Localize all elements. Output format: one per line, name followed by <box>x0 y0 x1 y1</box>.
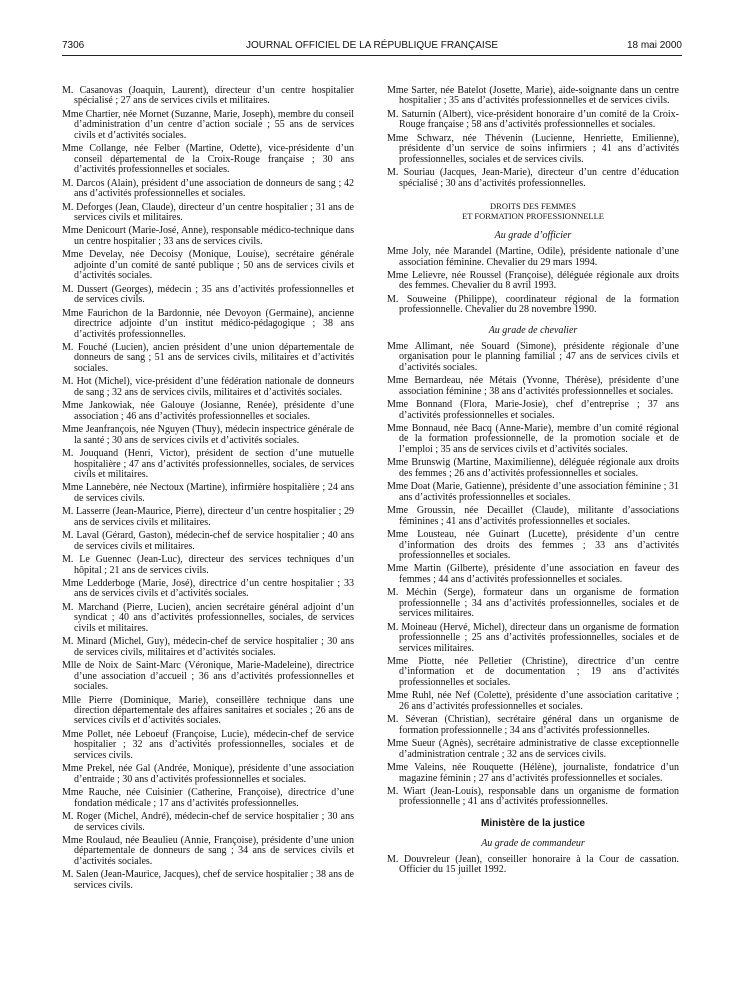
entry: M. Le Guennec (Jean-Luc), directeur des services techniques d’un hôpital ; 21 ans de services civils. <box>62 554 354 576</box>
entry: M. Darcos (Alain), président d’une association de donneurs de sang ; 42 ans d’activités professionnelles et sociales. <box>62 177 354 200</box>
entry: Mme Bonnand (Flora, Marie-Josie), chef d’entreprise ; 37 ans d’activités professionnelles et sociales. <box>387 399 679 421</box>
entry: Mme Doat (Marie, Gatienne), présidente d’une association féminine ; 31 ans d’activités professionnelles et sociales. <box>387 481 679 503</box>
entry: M. Hot (Michel), vice-président d’une fédération nationale de donneurs de sang ; 32 ans de services civils, militaires et d’activités sociales. <box>62 376 354 398</box>
entry: Mme Groussin, née Decaillet (Claude), militante d’associations féminines ; 41 ans d’activités professionnelles et sociales. <box>387 505 679 527</box>
entry: Mlle Pierre (Dominique, Marie), conseillère technique dans une direction départementale des affaires sanitaires et sociales ; 26 ans de services civils et d’activités sociales. <box>62 694 354 727</box>
entry: M. Casanovas (Joaquin, Laurent), directeur d’un centre hospitalier spécialisé ; 27 ans de services civils et militaires. <box>62 85 354 107</box>
entry: Mme Faurichon de la Bardonnie, née Devoyon (Germaine), ancienne directrice adjointe d’un institut médico-pédagogique ; 38 ans d’activités professionnelles. <box>62 307 354 340</box>
entry: Mme Martin (Gilberte), présidente d’une association en faveur des femmes ; 44 ans d’activités professionnelles et sociales. <box>387 563 679 585</box>
entry: Mme Lousteau, née Guinart (Lucette), présidente d’un centre d’information des droits des femmes ; 33 ans d’activités professionnelles et sociales. <box>387 529 679 561</box>
entry: M. Douvreleur (Jean), conseiller honoraire à la Cour de cassation. Officier du 15 juillet 1992. <box>387 853 679 876</box>
entry: Mme Rauche, née Cuisinier (Catherine, Françoise), directrice d’une fondation médicale ; 17 ans d’activités professionnelles. <box>62 787 354 809</box>
entry: Mme Piotte, née Pelletier (Christine), directrice d’un centre d’information et de documentation ; 19 ans d’activités professionnelles et sociales. <box>387 656 679 688</box>
entry: Mme Collange, née Felber (Martine, Odette), vice-présidente d’un conseil départemental de la Croix-Rouge française ; 30 ans d’activités professionnelles et sociales. <box>62 143 354 176</box>
entry: M. Marchand (Pierre, Lucien), ancien secrétaire général adjoint d’un syndicat ; 40 ans d’activités professionnelles, sociales, de services civils et militaires. <box>62 601 354 634</box>
section-title <box>387 201 679 221</box>
ministry-heading: Ministère de la justice <box>481 817 585 829</box>
entry: Mme Lelievre, née Roussel (Françoise), déléguée régionale aux droits des femmes. Chevalier du 8 avril 1993. <box>387 269 679 292</box>
page-header <box>62 40 682 54</box>
entry: M. Souriau (Jacques, Jean-Marie), directeur d’un centre d’éducation spécialisé ; 30 ans d’activités professionnelles. <box>387 167 679 189</box>
entry: Mme Roulaud, née Beaulieu (Annie, Françoise), présidente d’une union départementale de donneurs de sang ; 34 ans de services civils et d’activités sociales. <box>62 835 354 867</box>
entry: Mme Valeins, née Rouquette (Hélène), journaliste, fondatrice d’un magazine féminin ; 27 ans d’activités professionnelles et sociales. <box>387 762 679 784</box>
entry: Mme Bonnaud, née Bacq (Anne-Marie), membre d’un comité régional de la formation professionnelle, de la promotion sociale et de l’emploi ; 35 ans de services civils et d’activités sociales. <box>387 422 679 455</box>
entry: M. Moineau (Hervé, Michel), directeur dans un organisme de formation professionnelle ; 25 ans d’activités professionnelles, sociales et de services militaires. <box>387 621 679 654</box>
entry: M. Souweine (Philippe), coordinateur régional de la formation professionnelle. Chevalier du 28 novembre 1990. <box>387 293 679 316</box>
entry: M. Dussert (Georges), médecin ; 35 ans d’activités professionnelles et de services civils. <box>62 283 354 306</box>
entry: M. Laval (Gérard, Gaston), médecin-chef de service hospitalier ; 40 ans de services civils et militaires. <box>62 530 354 552</box>
entry: Mme Jeanfrançois, née Nguyen (Thuy), médecin inspectrice générale de la santé ; 30 ans de services civils et d’activités sociales. <box>62 424 354 446</box>
entry: M. Jouquand (Henri, Victor), président de section d’une mutuelle hospitalière ; 47 ans d’activités professionnelles, sociales, de services civils et militaires. <box>62 448 354 480</box>
entry: Mme Brunswig (Martine, Maximilienne), déléguée régionale aux droits des femmes ; 26 ans d’activités professionnelles et sociales. <box>387 457 679 479</box>
entry: Mme Sarter, née Batelot (Josette, Marie), aide-soignante dans un centre hospitalier ; 35 ans d’activités professionnelles et de services civils. <box>387 85 679 107</box>
chevalier-entries <box>387 342 679 808</box>
officier-entries <box>387 247 679 316</box>
entry: Mme Ruhl, née Nef (Colette), présidente d’une association caritative ; 26 ans d’activités professionnelles et sociales. <box>387 690 679 712</box>
grade-chevalier-heading: Au grade de chevalier <box>488 324 578 336</box>
entry: M. Lasserre (Jean-Maurice, Pierre), directeur d’un centre hospitalier ; 29 ans de services civils et militaires. <box>62 506 354 528</box>
grade-commandeur-heading: Au grade de commandeur <box>481 837 585 849</box>
entry: Mme Develay, née Decoisy (Monique, Louise), secrétaire générale adjointe d’un comité de santé publique ; 50 ans de services civils et d’activités sociales. <box>62 249 354 282</box>
section-title-line1: DROITS DES FEMMES <box>490 201 576 212</box>
right-column <box>387 86 679 879</box>
page-number: 7306 <box>62 40 85 51</box>
grade-officier-heading: Au grade d’officier <box>494 230 572 242</box>
entry: Mme Joly, née Marandel (Martine, Odile), présidente nationale d’une association féminine. Chevalier du 29 mars 1994. <box>387 246 679 268</box>
entry: Mme Denicourt (Marie-José, Anne), responsable médico-technique dans un centre hospitalier ; 33 ans de services civils. <box>62 225 354 247</box>
entry: Mme Prekel, née Gal (Andrée, Monique), présidente d’une association d’entraide ; 30 ans d’activités professionnelles et sociales. <box>62 763 354 785</box>
entry: Mme Pollet, née Leboeuf (Françoise, Lucie), médecin-chef de service hospitalier ; 32 ans d’activités professionnelles, sociales et de services civils. <box>62 728 354 761</box>
entry: Mme Bernardeau, née Métais (Yvonne, Thérèse), présidente d’une association féminine ; 38 ans d’activités professionnelles et sociales. <box>387 375 679 397</box>
entry: Mme Allimant, née Souard (Simone), présidente régionale d’une organisation pour le planning familial ; 47 ans de services civils et d’activités sociales. <box>387 340 679 373</box>
entry: M. Saturnin (Albert), vice-président honoraire d’un comité de la Croix-Rouge française ; 58 ans d’activités professionnelles et sociales. <box>387 108 679 131</box>
left-column <box>62 86 354 894</box>
commandeur-entries <box>387 855 679 876</box>
entry: Mme Ledderboge (Marie, José), directrice d’un centre hospitalier ; 33 ans de services civils et d’activités sociales. <box>62 578 354 600</box>
entry: M. Séveran (Christian), secrétaire général dans un organisme de formation professionnelle ; 34 ans d’activités professionnelles. <box>387 714 679 736</box>
header-rule <box>62 55 682 56</box>
issue-date: 18 mai 2000 <box>626 40 682 51</box>
entry: Mlle de Noix de Saint-Marc (Véronique, Marie-Madeleine), directrice d’une association d’accueil ; 36 ans d’activités professionnelles et sociales. <box>62 660 354 693</box>
right-top-entries <box>387 86 679 189</box>
entry: M. Roger (Michel, André), médecin-chef de service hospitalier ; 30 ans de services civils. <box>62 811 354 833</box>
entry: M. Deforges (Jean, Claude), directeur d’un centre hospitalier ; 31 ans de services civils et militaires. <box>62 201 354 223</box>
entry: Mme Jankowiak, née Galouye (Josianne, Renée), présidente d’une association ; 46 ans d’activités professionnelles et sociales. <box>62 400 354 422</box>
entry: M. Wiart (Jean-Louis), responsable dans un organisme de formation professionnelle ; 41 ans d’activités professionnelles. <box>387 786 679 808</box>
entry: Mme Lannebère, née Nectoux (Martine), infirmière hospitalière ; 24 ans de services civils. <box>62 482 354 504</box>
entry: Mme Sueur (Agnès), secrétaire administrative de classe exceptionnelle d’administration centrale ; 32 ans de services civils. <box>387 738 679 760</box>
section-title-line2: ET FORMATION PROFESSIONNELLE <box>462 211 604 222</box>
entry: Mme Schwarz, née Thévenin (Lucienne, Henriette, Emilienne), présidente d’un service de soins infirmiers ; 41 ans d’activités professionnelles, sociales et de services civils. <box>387 132 679 165</box>
entry: M. Fouché (Lucien), ancien président d’une union départementale de donneurs de sang ; 51 ans de services civils, militaires et d’activités sociales. <box>62 341 354 374</box>
entry: M. Minard (Michel, Guy), médecin-chef de service hospitalier ; 30 ans de services civils, militaires et d’activités sociales. <box>62 636 354 658</box>
entry: M. Salen (Jean-Maurice, Jacques), chef de service hospitalier ; 38 ans de services civils. <box>62 869 354 891</box>
entry: M. Méchin (Serge), formateur dans un organisme de formation professionnelle ; 34 ans d’activités professionnelles, sociales et de services militaires. <box>387 587 679 620</box>
journal-title: JOURNAL OFFICIEL DE LA RÉPUBLIQUE FRANÇAISE <box>245 40 499 51</box>
entry: Mme Chartier, née Mornet (Suzanne, Marie, Joseph), membre du conseil d’administration d’un centre d’action sociale ; 55 ans de services civils et d’activités sociales. <box>62 108 355 141</box>
